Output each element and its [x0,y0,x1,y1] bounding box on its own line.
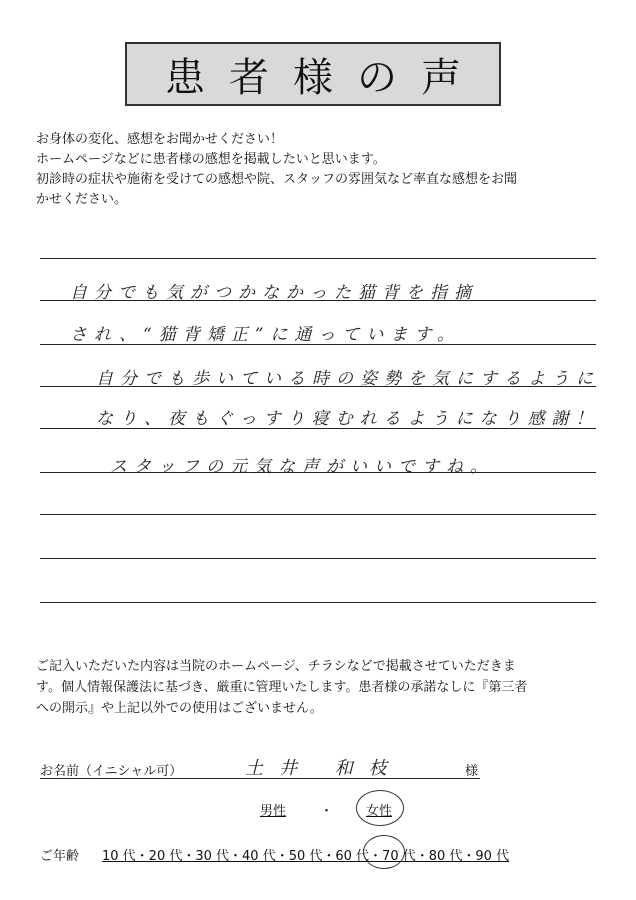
page-title: 患者様の声 [125,42,501,106]
age-label: ご年齢 [40,849,80,864]
handwritten-line: 自分でも気がつかなかった猫背を指摘 [70,283,478,303]
intro-text [36,130,606,210]
intro-line: お身体の変化、感想をお聞かせください！ [36,132,284,147]
gender-male-option: 男性 [260,804,287,819]
name-value: 土井 和枝 [245,758,403,779]
ruled-line [40,258,596,259]
intro-line: 初診時の症状や施術を受けての感想や院、スタッフの雰囲気など率直な感想をお聞 [36,172,518,187]
name-field [40,758,490,782]
notice-line: ご記入いただいた内容は当院のホームページ、チラシなどで掲載させていただきま [36,659,516,674]
intro-line: ホームページなどに患者様の感想を掲載したいと思います。 [36,152,386,167]
name-underline [40,778,480,779]
notice-line: への開示』や上記以外での使用はございません。 [36,701,323,716]
gender-separator: ・ [320,804,334,819]
name-suffix: 様 [465,764,479,779]
age-options: 10 代・20 代・30 代・40 代・50 代・60 代・70 代・80 代・90 代 [102,849,510,864]
privacy-notice [36,656,616,719]
ruled-line [40,558,596,559]
ruled-line [40,514,596,515]
handwritten-line: され、“猫背矯正”に通っています。 [70,325,462,345]
handwritten-line: スタッフの元気な声がいいですね。 [110,457,494,477]
gender-female-option: 女性 [366,804,393,819]
handwritten-line: なり、夜もぐっすり寝むれるようになり感謝！ [96,409,600,429]
intro-line: かせください。 [36,192,128,207]
ruled-line [40,602,596,603]
selection-circle [363,835,405,869]
selection-circle [356,790,404,826]
name-label: お名前（イニシャル可） [40,764,183,779]
notice-line: す。個人情報保護法に基づき、厳重に管理いたします。患者様の承諾なしに『第三者 [36,680,528,695]
handwritten-line: 自分でも歩いている時の姿勢を気にするように [96,369,600,389]
